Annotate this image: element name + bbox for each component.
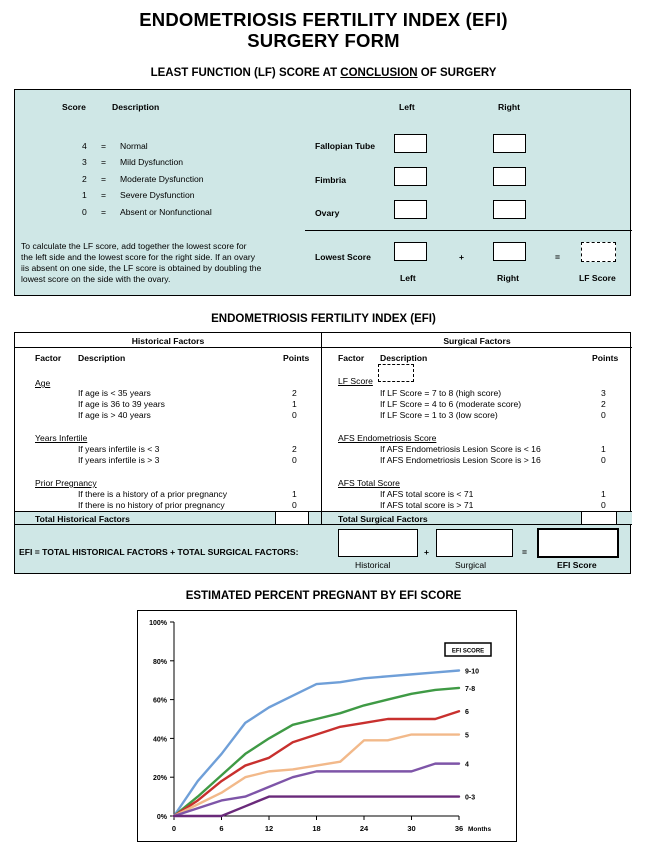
scale-desc: Absent or Nonfunctional — [120, 207, 212, 217]
lf-instruction-line: the left side and the lowest score for the right side. If an ovary — [21, 252, 256, 262]
surgical-factors-header: Surgical Factors — [443, 336, 511, 346]
surg-col-description: Description — [380, 353, 428, 363]
surg-row-points: 1 — [601, 489, 606, 499]
historical-factors-header: Historical Factors — [131, 336, 205, 346]
lf-col-right: Right — [498, 102, 520, 112]
surgical-total-box[interactable] — [436, 529, 513, 557]
factor-age: Age — [35, 378, 51, 388]
total-surgical-input[interactable] — [581, 512, 617, 524]
hist-row-points: 0 — [292, 500, 297, 510]
surg-col-points: Points — [592, 353, 619, 363]
fimbria-right-input[interactable] — [493, 167, 526, 186]
label-efi-score: EFI Score — [557, 560, 597, 570]
lf-heading: LEAST FUNCTION (LF) SCORE AT CONCLUSION OF SURGERY — [150, 67, 497, 79]
fallopian-right-input[interactable] — [493, 134, 526, 153]
y-tick-label: 80% — [152, 658, 167, 666]
equals-sign: = — [555, 252, 561, 262]
hist-row-desc: If there is a history of a prior pregnancy — [78, 489, 228, 499]
lf-col-left: Left — [399, 102, 415, 112]
formula-equals: = — [522, 547, 528, 557]
series-end-label: 0-3 — [465, 794, 476, 802]
y-tick-label: 60% — [152, 697, 167, 705]
scale-desc: Mild Dysfunction — [120, 157, 184, 167]
plus-sign: + — [459, 252, 465, 262]
lf-instruction-line: iis absent on one side, the LF score is obtained by doubling the — [21, 263, 262, 273]
legend-title: EFI SCORE — [451, 648, 485, 655]
fimbria-left-input[interactable] — [394, 167, 427, 186]
lf-score-output[interactable] — [581, 242, 616, 262]
hist-row-desc: If age is < 35 years — [78, 388, 151, 398]
lf-instruction-line: lowest score on the side with the ovary. — [21, 274, 171, 284]
lf-score-panel — [14, 89, 631, 296]
hist-col-description: Description — [78, 353, 126, 363]
hist-row-points: 1 — [292, 489, 297, 499]
factor-years-infertile: Years Infertile — [35, 433, 88, 443]
factor-afs-endometriosis: AFS Endometriosis Score — [338, 433, 437, 443]
y-tick-label: 20% — [152, 775, 167, 783]
page-subtitle: SURGERY FORM — [247, 30, 400, 51]
x-tick-label: 6 — [219, 824, 224, 833]
bottom-left-label: Left — [400, 273, 416, 283]
bottom-right-label: Right — [497, 273, 519, 283]
scale-score: 3 — [82, 157, 87, 167]
historical-total-box[interactable] — [338, 529, 418, 557]
hist-row-points: 0 — [292, 410, 297, 420]
scale-desc: Moderate Dysfunction — [120, 174, 204, 184]
x-tick-label: 30 — [407, 824, 416, 833]
hist-row-points: 0 — [292, 455, 297, 465]
lf-score-carry-box[interactable] — [378, 364, 414, 382]
scale-eq: = — [101, 207, 107, 217]
surg-col-factor: Factor — [338, 353, 365, 363]
factor-prior-pregnancy: Prior Pregnancy — [35, 478, 97, 488]
scale-score: 1 — [82, 190, 87, 200]
label-surgical: Surgical — [455, 560, 487, 570]
efi-header-divider — [15, 347, 632, 348]
series-end-label: 7-8 — [465, 685, 476, 693]
chart-title: ESTIMATED PERCENT PREGNANT BY EFI SCORE — [185, 590, 462, 602]
scale-desc: Severe Dysfunction — [120, 190, 195, 200]
label-fallopian-tube: Fallopian Tube — [315, 141, 375, 151]
surg-row-desc: If AFS Endometriosis Lesion Score is > 16 — [380, 455, 541, 465]
surg-row-desc: If LF Score = 4 to 6 (moderate score) — [380, 399, 522, 409]
scale-score: 2 — [82, 174, 87, 184]
hist-col-points: Points — [283, 353, 310, 363]
y-tick-label: 100% — [149, 620, 167, 627]
efi-formula: EFI = TOTAL HISTORICAL FACTORS + TOTAL SURGICAL FACTORS: — [19, 547, 299, 557]
lf-instruction-line: To calculate the LF score, add together the lowest score for — [21, 241, 247, 251]
hist-row-points: 1 — [292, 399, 297, 409]
band-fill — [617, 512, 632, 524]
scale-score: 4 — [82, 141, 87, 151]
efi-score-box[interactable] — [537, 528, 619, 558]
hist-row-points: 2 — [292, 388, 297, 398]
page-title: ENDOMETRIOSIS FERTILITY INDEX (EFI) — [139, 9, 508, 30]
scale-eq: = — [101, 174, 107, 184]
hist-row-desc: If years infertile is > 3 — [78, 455, 160, 465]
formula-plus: + — [424, 547, 430, 557]
series-end-label: 5 — [465, 732, 469, 740]
chart-legend — [445, 643, 491, 656]
scale-eq: = — [101, 157, 107, 167]
surg-row-points: 0 — [601, 455, 606, 465]
total-surgical-label: Total Surgical Factors — [338, 514, 428, 524]
efi-center-divider — [321, 333, 322, 524]
total-historical-label: Total Historical Factors — [35, 514, 130, 524]
lf-col-description: Description — [112, 102, 160, 112]
hist-col-factor: Factor — [35, 353, 62, 363]
scale-eq: = — [101, 190, 107, 200]
lf-col-score: Score — [62, 102, 86, 112]
band-fill — [309, 512, 321, 524]
label-ovary: Ovary — [315, 208, 340, 218]
factor-afs-total: AFS Total Score — [338, 478, 400, 488]
total-historical-input[interactable] — [275, 512, 309, 524]
surg-row-desc: If LF Score = 7 to 8 (high score) — [380, 388, 502, 398]
surg-row-points: 2 — [601, 399, 606, 409]
hist-row-desc: If years infertile is < 3 — [78, 444, 160, 454]
x-tick-label: 36 — [454, 824, 464, 833]
series-end-label: 9-10 — [465, 668, 480, 676]
x-tick-label: 12 — [264, 824, 274, 833]
surg-row-desc: If AFS Endometriosis Lesion Score is < 16 — [380, 444, 541, 454]
factor-lf-score: LF Score — [338, 376, 373, 386]
surg-row-desc: If LF Score = 1 to 3 (low score) — [380, 410, 498, 420]
scale-desc: Normal — [120, 141, 148, 151]
pregnancy-chart — [137, 610, 517, 842]
label-historical: Historical — [355, 560, 391, 570]
lf-divider — [305, 230, 632, 231]
surg-row-desc: If AFS total score is > 71 — [380, 500, 474, 510]
x-tick-label: 24 — [359, 824, 369, 833]
ovary-left-input[interactable] — [394, 200, 427, 219]
x-axis-label: Months — [468, 826, 492, 833]
hist-row-desc: If age is 36 to 39 years — [78, 399, 165, 409]
surg-row-desc: If AFS total score is < 71 — [380, 489, 474, 499]
surg-row-points: 0 — [601, 410, 606, 420]
ovary-right-input[interactable] — [493, 200, 526, 219]
hist-row-desc: If there is no history of prior pregnancy — [78, 500, 225, 510]
series-end-label: 4 — [465, 761, 469, 769]
fallopian-left-input[interactable] — [394, 134, 427, 153]
efi-heading: ENDOMETRIOSIS FERTILITY INDEX (EFI) — [211, 313, 436, 325]
lowest-left-input[interactable] — [394, 242, 427, 261]
x-tick-label: 18 — [312, 824, 321, 833]
hist-row-points: 2 — [292, 444, 297, 454]
surg-row-points: 3 — [601, 388, 606, 398]
surg-row-points: 1 — [601, 444, 606, 454]
scale-eq: = — [101, 141, 107, 151]
x-tick-label: 0 — [171, 824, 177, 833]
y-tick-label: 0% — [156, 814, 167, 821]
lowest-right-input[interactable] — [493, 242, 526, 261]
label-fimbria: Fimbria — [315, 175, 347, 185]
bottom-lf-label: LF Score — [579, 273, 616, 283]
hist-row-desc: If age is > 40 years — [78, 410, 151, 420]
scale-score: 0 — [82, 207, 87, 217]
efi-table — [14, 332, 631, 574]
surg-row-points: 0 — [601, 500, 606, 510]
label-lowest-score: Lowest Score — [315, 252, 371, 262]
y-tick-label: 40% — [152, 736, 167, 744]
series-end-label: 6 — [465, 709, 469, 717]
